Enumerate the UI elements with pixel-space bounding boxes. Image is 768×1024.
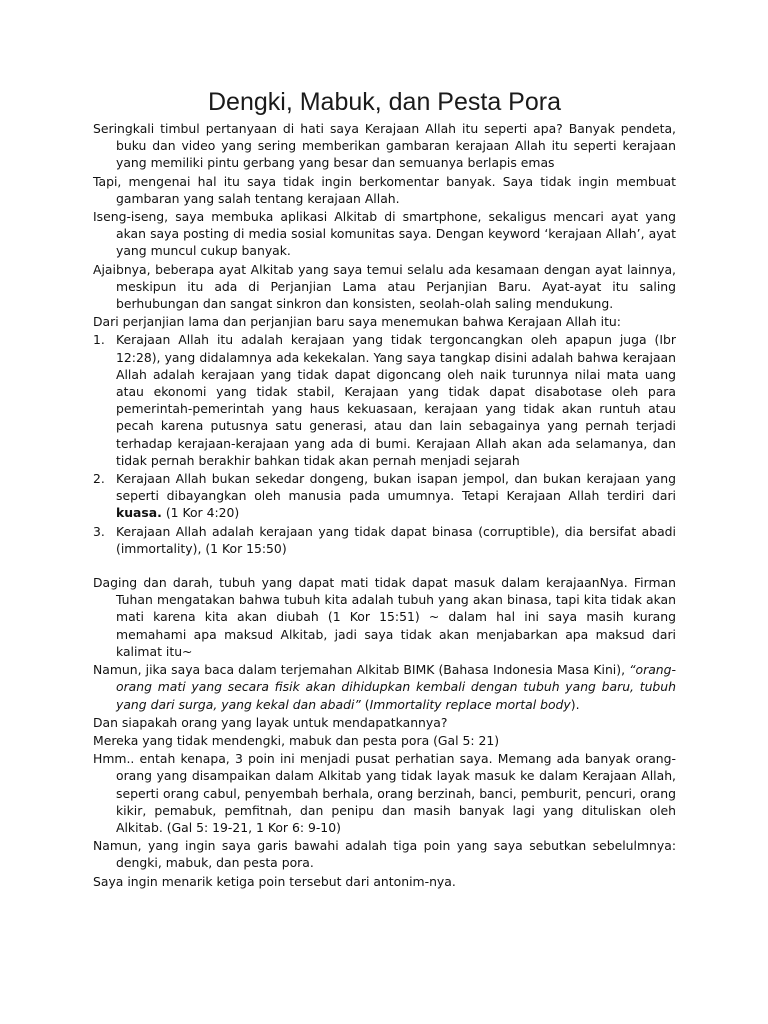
list-item (93, 470, 676, 522)
paragraph-7-end: ). (570, 696, 580, 712)
paragraph-7-paren-open: ( (360, 696, 370, 712)
paragraph-7-quote: “orang-orang mati yang secara fisik akan dihidupkan kembali dengan tubuh yang baru, tubuh yang dari surga, yang kekal dan abadi” (116, 662, 676, 712)
paragraph-11: Namun, yang ingin saya garis bawahi adalah tiga poin yang saya sebutkan sebelulmnya: dengki, mabuk, dan pesta pora. (93, 838, 676, 871)
list-item-reference: (1 Kor 4:20) (161, 505, 240, 521)
paragraph-4: Ajaibnya, beberapa ayat Alkitab yang saya temui selalu ada kesamaan dengan ayat lainnya, meskipun itu ada di Perjanjian Lama atau Perjanjian Baru. Ayat-ayat itu saling berhubungan dan sangat sinkron dan konsisten, seolah-olah saling mendukung. (93, 261, 676, 312)
list-item-number: 2. (93, 471, 105, 487)
list-item (93, 331, 676, 469)
paragraph-7 (93, 661, 676, 713)
list-item-text: Kerajaan Allah bukan sekedar dongeng, bukan isapan jempol, dan bukan kerajaan yang seperti dibayangkan oleh manusia pada umumnya. Tetapi Kerajaan Allah terdiri dari (116, 471, 676, 504)
list-item-text: Kerajaan Allah adalah kerajaan yang tidak dapat binasa (corruptible), dia bersifat abadi (immortality), (1 Kor 15:50) (116, 523, 676, 556)
paragraph-9: Mereka yang tidak mendengki, mabuk dan pesta pora (Gal 5: 21) (93, 732, 500, 748)
paragraph-2: Tapi, mengenai hal itu saya tidak ingin berkomentar banyak. Saya tidak ingin membuat gambaran yang salah tentang kerajaan Allah. (93, 173, 676, 206)
paragraph-1: Seringkali timbul pertanyaan di hati saya Kerajaan Allah itu seperti apa? Banyak pendeta, buku dan video yang sering memberikan gambaran kerajaan Allah itu seperti kerajaan yang memiliki pintu gerbang yang besar dan semuanya berlapis emas (93, 121, 676, 171)
list-item (93, 523, 676, 557)
paragraph-3: Iseng-iseng, saya membuka aplikasi Alkitab di smartphone, sekaligus mencari ayat yang akan saya posting di media sosial komunitas saya. Dengan keyword ‘kerajaan Allah’, ayat yang muncul cukup banyak. (93, 209, 676, 259)
paragraph-12: Saya ingin menarik ketiga poin tersebut dari antonim-nya. (93, 873, 456, 889)
list-item-text: Kerajaan Allah itu adalah kerajaan yang tidak tergoncangkan oleh apapun juga (Ibr 12:28), yang didalamnya ada kekekalan. Yang saya tangkap disini adalah bahwa kerajaan Allah adalah kerajaan yang tidak dapat digoncang oleh naik turunnya nilai mata uang atau ekonomi yang tidak stabil, Kerajaan yang tidak dapat disabotase oleh para pemerintah-pemerintah yang haus kekuasaan, kerajaan yang tidak akan runtuh atau pecah karena putusnya satu generasi, atau dan lain sebagainya yang pernah terjadi terhadap kerajaan-kerajaan yang ada di bumi. Kerajaan Allah akan ada selamanya, dan tidak pernah berakhir bahkan tidak akan pernah menjadi sejarah (116, 332, 676, 468)
page-title: Dengki, Mabuk, dan Pesta Pora (208, 88, 561, 116)
paragraph-8: Dan siapakah orang yang layak untuk mendapatkannya? (93, 714, 448, 730)
paragraph-5: Dari perjanjian lama dan perjanjian baru saya menemukan bahwa Kerajaan Allah itu: (93, 314, 621, 330)
list-item-number: 1. (93, 332, 105, 348)
paragraph-10: Hmm.. entah kenapa, 3 poin ini menjadi pusat perhatian saya. Memang ada banyak orang-orang yang disampaikan dalam Alkitab yang tidak layak masuk ke dalam Kerajaan Allah, seperti orang cabul, penyembah berhala, orang berzinah, banci, pemburit, pencuri, orang kikir, pemabuk, pemfitnah, dan penipu dan masih banyak lagi yang dituliskan oleh Alkitab. (Gal 5: 19-21, 1 Kor 6: 9-10) (93, 751, 676, 835)
list-item-bold-text: kuasa. (116, 505, 162, 521)
paragraph-7-text: Namun, jika saya baca dalam terjemahan Alkitab BIMK (Bahasa Indonesia Masa Kini), (93, 662, 630, 678)
paragraph-7-note: Immortality replace mortal body (369, 696, 571, 712)
kingdom-list (93, 331, 676, 557)
paragraph-6: Daging dan darah, tubuh yang dapat mati tidak dapat masuk dalam kerajaanNya. Firman Tuhan mengatakan bahwa tubuh kita adalah tubuh yang akan binasa, tapi kita tidak akan mati karena kita akan diubah (1 Kor 15:51) ~ dalam hal ini saya masih kurang memahami apa maksud Alkitab, jadi saya tidak akan menjabarkan apa maksud dari kalimat itu~ (93, 575, 676, 659)
article-body (93, 120, 676, 890)
list-item-number: 3. (93, 523, 105, 539)
